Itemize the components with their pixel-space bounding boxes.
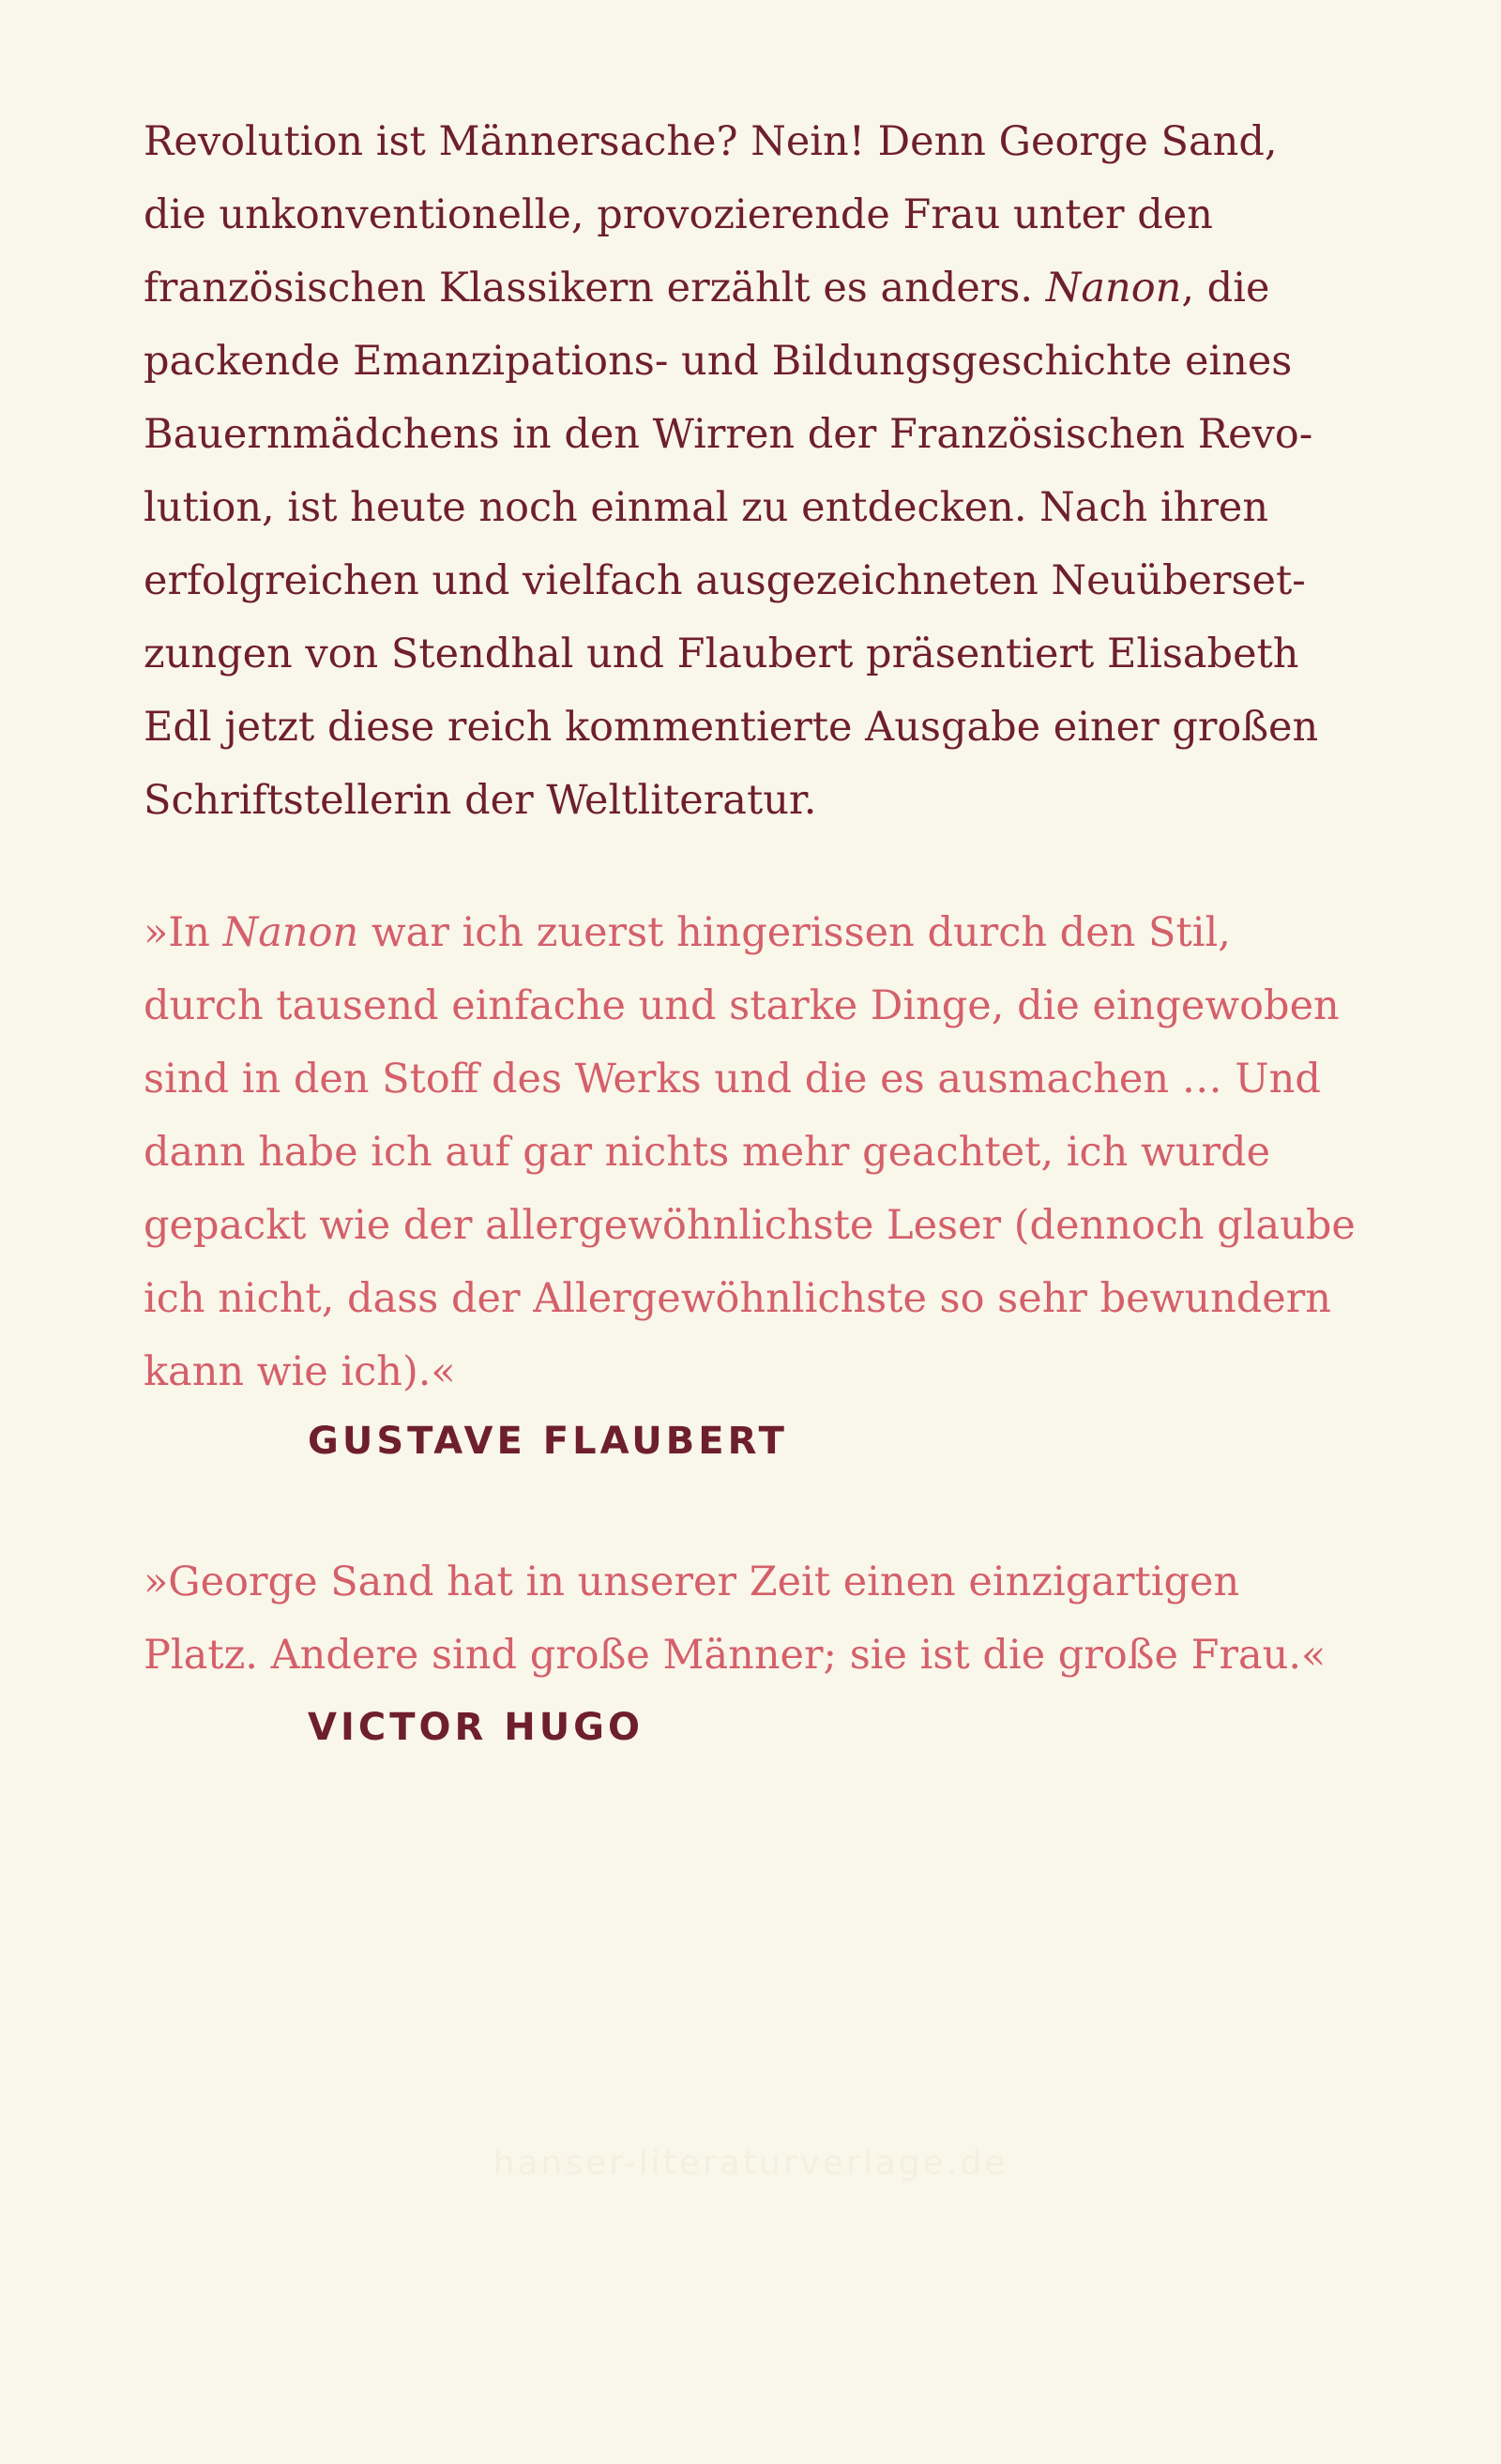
quote-line: sind in den Stoff des Werks und die es ausmachen … Und bbox=[144, 1056, 1321, 1103]
quote-author-hugo: VICTOR HUGO bbox=[308, 1706, 644, 1749]
blurb-line bbox=[144, 251, 1382, 325]
book-title-italic: Nanon bbox=[1045, 265, 1182, 312]
quote-author-flaubert: GUSTAVE FLAUBERT bbox=[308, 1420, 788, 1463]
quote-line: kann wie ich).« bbox=[144, 1348, 456, 1395]
quote-line: ich nicht, dass der Allergewöhnlichste so sehr bewundern bbox=[144, 1275, 1332, 1322]
quote-line: durch tausend einfache und starke Dinge, die eingewoben bbox=[144, 982, 1340, 1029]
quote-line: Platz. Andere sind große Männer; sie ist die große Frau.« bbox=[144, 1632, 1327, 1679]
quote-line-part: »In bbox=[144, 909, 223, 956]
blurb-line: lution, ist heute noch einmal zu entdecken. Nach ihren bbox=[144, 484, 1269, 531]
blurb-line: packende Emanzipations- und Bildungsgeschichte eines bbox=[144, 338, 1293, 385]
blurb-line-part: französischen Klassikern erzählt es anders. bbox=[144, 265, 1046, 312]
book-title-italic: Nanon bbox=[222, 909, 359, 956]
publisher-website: hanser-literaturverlage.de bbox=[493, 2144, 1008, 2183]
blurb-line: Bauernmädchens in den Wirren der Französischen Revo- bbox=[144, 411, 1313, 458]
blurb-line-part: , die bbox=[1181, 265, 1270, 312]
quote-line-part: war ich zuerst hingerissen durch den Stil, bbox=[358, 909, 1231, 956]
blurb-line: Edl jetzt diese reich kommentierte Ausgabe einer großen bbox=[144, 704, 1319, 751]
hugo-quote bbox=[144, 1545, 1382, 1692]
quote-line bbox=[144, 896, 1382, 969]
quote-line: dann habe ich auf gar nichts mehr geachtet, ich wurde bbox=[144, 1129, 1271, 1176]
blurb-line: die unkonventionelle, provozierende Frau unter den bbox=[144, 191, 1213, 238]
blurb-line: erfolgreichen und vielfach ausgezeichneten Neuüberset- bbox=[144, 557, 1306, 604]
blurb-line: Revolution ist Männersache? Nein! Denn George Sand, bbox=[144, 118, 1278, 165]
blurb-line: zungen von Stendhal und Flaubert präsentiert Elisabeth bbox=[144, 631, 1299, 677]
flaubert-quote bbox=[144, 896, 1382, 1408]
quote-line: gepackt wie der allergewöhnlichste Leser (dennoch glaube bbox=[144, 1202, 1356, 1249]
blurb-line: Schriftstellerin der Weltliteratur. bbox=[144, 777, 817, 824]
blurb-text bbox=[144, 105, 1382, 837]
quote-line: »George Sand hat in unserer Zeit einen einzigartigen bbox=[144, 1559, 1240, 1605]
